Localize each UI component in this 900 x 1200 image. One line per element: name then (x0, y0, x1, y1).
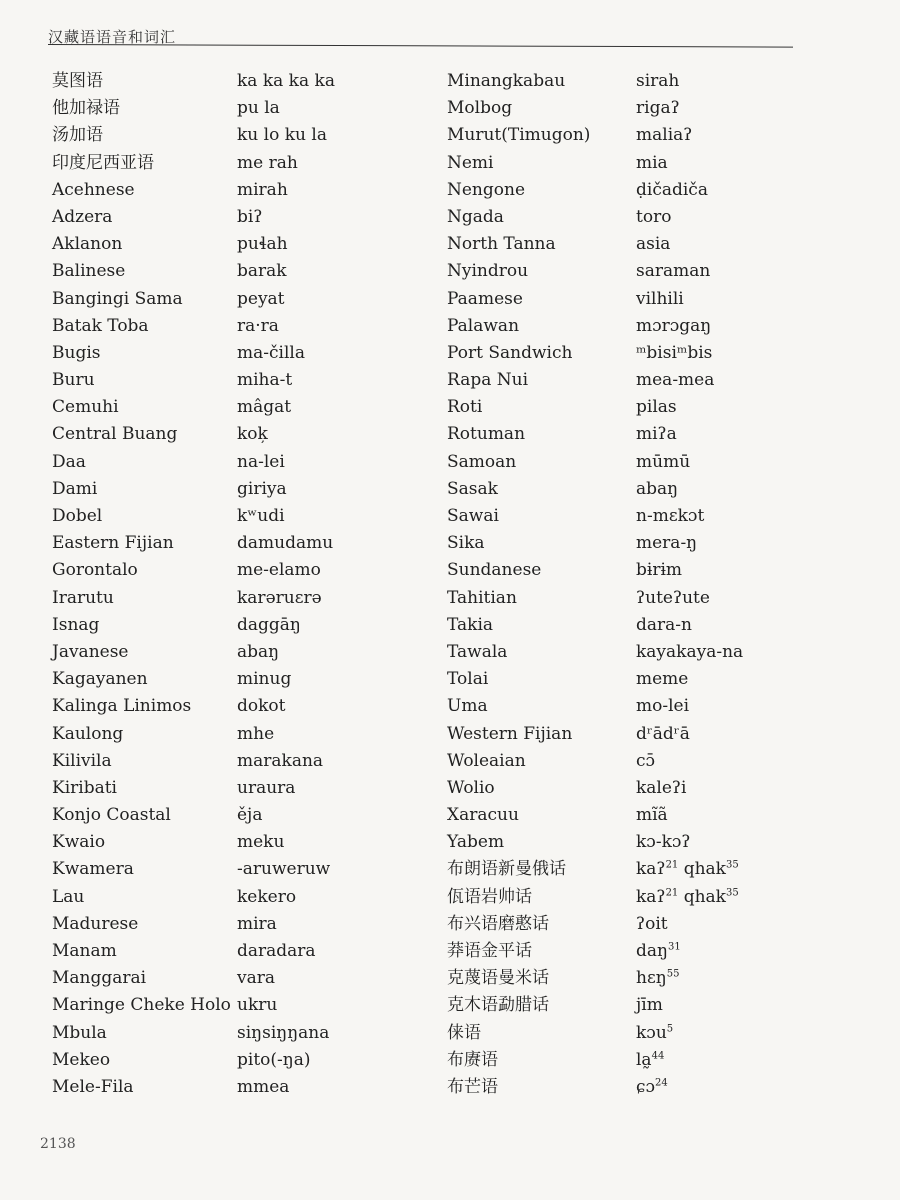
language-name: North Tanna (447, 234, 556, 255)
word-text: mera-ŋ (636, 533, 698, 554)
word-form (636, 1074, 743, 1101)
word-form (636, 1047, 743, 1074)
page-number: 2138 (40, 1136, 76, 1152)
language-name: Kilivila (52, 750, 112, 771)
word-form (237, 856, 335, 883)
language-name: Kagayanen (52, 669, 148, 690)
word-text: ukru (237, 995, 278, 1016)
language-name: Kiribati (52, 777, 117, 798)
word-text: kʷudi (237, 506, 285, 526)
language-name: Sika (447, 533, 485, 554)
left-word-column (237, 68, 335, 1101)
language-name: Eastern Fijian (52, 533, 174, 554)
language-name: 克蔑语曼米话 (447, 968, 549, 989)
language-name: Wolio (447, 777, 495, 798)
word-form (237, 231, 335, 258)
word-text: meku (237, 832, 285, 853)
tone-superscript: 44 (651, 1050, 665, 1062)
language-name: Nengone (447, 179, 526, 200)
word-text: ʔuteʔute (636, 587, 710, 608)
word-form (237, 530, 335, 557)
language-name: 汤加语 (52, 125, 103, 146)
word-form (636, 204, 743, 231)
language-name: Sasak (447, 478, 498, 499)
word-form (237, 421, 335, 448)
language-name: Sundanese (447, 560, 542, 581)
language-name: Javanese (52, 641, 129, 662)
language-name: Mele-Fila (52, 1076, 134, 1097)
word-form (636, 721, 743, 748)
word-text: ěja (237, 805, 263, 826)
language-name: Acehnese (52, 179, 135, 200)
word-text: miʔa (636, 424, 677, 445)
word-text: ʔoit (636, 913, 668, 934)
word-form (636, 612, 743, 639)
word-text: toro (636, 206, 672, 227)
language-name: Kalinga Linimos (52, 696, 192, 717)
word-text: mea-mea (636, 370, 715, 391)
word-text: dara-n (636, 614, 692, 635)
language-name: Bangingi Sama (52, 288, 183, 309)
word-form (237, 721, 335, 748)
language-name: 佤语岩帅话 (447, 886, 532, 907)
word-text: karəruɛrə (237, 587, 322, 608)
word-form (237, 693, 335, 720)
word-text: qhak (678, 859, 726, 880)
language-name: Samoan (447, 451, 517, 472)
word-form (636, 367, 743, 394)
language-name: 印度尼西亚语 (52, 152, 154, 173)
language-name: Paamese (447, 288, 523, 309)
language-name: 布芒语 (447, 1076, 498, 1097)
tone-superscript: 35 (725, 886, 739, 898)
language-name: Palawan (447, 315, 520, 336)
word-form (636, 938, 743, 965)
word-text: uraura (237, 777, 296, 798)
word-form (636, 231, 743, 258)
language-name: Irarutu (52, 587, 114, 608)
word-form (237, 449, 335, 476)
word-text: qhak (678, 886, 726, 907)
language-name: Takia (447, 614, 494, 635)
word-text: giriya (237, 478, 287, 499)
word-text: rigaʔ (636, 98, 680, 119)
language-name: Bugis (52, 342, 101, 363)
language-name: 布朗语新曼俄话 (447, 859, 566, 880)
language-name: 莽语金平话 (447, 941, 532, 961)
word-text: cɔ̄ (636, 750, 656, 771)
language-name: Maringe Cheke Holo (52, 995, 231, 1016)
language-name: Madurese (52, 913, 139, 934)
language-name: Konjo Coastal (52, 805, 171, 826)
tone-superscript: 21 (665, 886, 679, 898)
word-text: siŋsiŋŋana (237, 1022, 330, 1043)
word-text: abaŋ (636, 478, 679, 499)
word-text: mia (636, 152, 668, 173)
language-name: Tahitian (447, 587, 517, 608)
word-form (636, 829, 743, 856)
word-form (636, 992, 743, 1019)
language-name: Xaracuu (447, 805, 519, 826)
word-form (237, 639, 335, 666)
word-form (237, 150, 335, 177)
language-name: Central Buang (52, 424, 178, 445)
word-form (636, 585, 743, 612)
word-text: mirah (237, 179, 288, 200)
word-form (636, 95, 743, 122)
tone-superscript: 35 (725, 859, 739, 871)
word-text: kaleʔi (636, 777, 687, 798)
word-text: kayakaya-na (636, 641, 744, 662)
word-text: jīm (636, 995, 663, 1016)
language-name: Tolai (447, 669, 489, 690)
language-name: Port Sandwich (447, 342, 573, 363)
word-form (636, 530, 743, 557)
word-form (636, 856, 743, 883)
word-form (237, 1074, 335, 1101)
tone-superscript: 21 (665, 859, 679, 871)
language-name: Roti (447, 397, 483, 418)
word-text: puɬah (237, 234, 288, 255)
word-text: mmea (237, 1076, 290, 1097)
word-text: biʔ (237, 206, 263, 227)
word-form (237, 748, 335, 775)
word-text: abaŋ (237, 641, 280, 662)
word-text: pilas (636, 397, 677, 418)
running-header: 汉藏语语音和词汇 (48, 28, 177, 46)
word-form (237, 258, 335, 285)
word-form (237, 340, 335, 367)
word-form (237, 95, 335, 122)
word-text: pito(-ŋa) (237, 1049, 311, 1070)
language-name: Woleaian (447, 750, 526, 771)
word-text: maliaʔ (636, 125, 693, 146)
word-form (237, 394, 335, 421)
word-text: saraman (636, 261, 711, 282)
language-name: Murut(Timugon) (447, 125, 591, 146)
language-name: Aklanon (52, 234, 123, 255)
word-form (636, 884, 743, 911)
word-text: dʳādʳā (636, 723, 690, 744)
word-form (636, 394, 743, 421)
word-form (237, 503, 335, 530)
language-name: Tawala (447, 641, 508, 662)
word-text: minug (237, 669, 292, 690)
word-text: n-mɛkɔt (636, 506, 705, 526)
word-text: daradara (237, 941, 316, 961)
word-text: miha-t (237, 370, 293, 391)
language-name: 他加禄语 (52, 98, 120, 119)
language-name: 俫语 (447, 1022, 481, 1043)
word-text: peyat (237, 288, 285, 309)
word-form (237, 177, 335, 204)
word-form (636, 503, 743, 530)
word-form (636, 340, 743, 367)
word-form (636, 748, 743, 775)
word-text: mūmū (636, 451, 691, 472)
language-name: Rapa Nui (447, 370, 529, 391)
word-form (636, 1020, 743, 1047)
language-name: 莫图语 (52, 71, 103, 91)
language-name: Western Fijian (447, 723, 573, 744)
word-text: meme (636, 669, 689, 690)
word-form (237, 585, 335, 612)
word-form (636, 639, 743, 666)
language-name: Nyindrou (447, 261, 529, 282)
language-name: Daa (52, 451, 86, 472)
word-form (636, 286, 743, 313)
word-text: asia (636, 234, 671, 255)
word-form (237, 367, 335, 394)
language-name: Cemuhi (52, 397, 119, 418)
word-form (636, 421, 743, 448)
word-text: ka ka ka ka (237, 71, 335, 91)
word-text: mhe (237, 723, 275, 744)
language-name: Adzera (52, 206, 113, 227)
word-text: na-lei (237, 451, 285, 472)
word-text: me rah (237, 152, 298, 173)
word-form (636, 911, 743, 938)
word-form (636, 693, 743, 720)
word-text: ḍičadiča (636, 179, 708, 200)
tone-superscript: 31 (667, 941, 681, 953)
word-text: kɔu (636, 1022, 667, 1043)
language-name: 布赓语 (447, 1049, 498, 1070)
word-form (237, 286, 335, 313)
word-form (237, 992, 335, 1019)
word-text: kekero (237, 886, 297, 907)
tone-superscript: 24 (655, 1077, 668, 1089)
word-text: mı̃ã (636, 805, 668, 826)
language-name: Sawai (447, 506, 499, 526)
left-language-column (52, 68, 231, 1101)
word-text: mira (237, 913, 277, 934)
word-form (237, 938, 335, 965)
word-form (636, 449, 743, 476)
word-form (636, 122, 743, 149)
word-text: bɨrɨm (636, 560, 683, 581)
word-text: ᵐbisiᵐbis (636, 342, 713, 363)
word-form (237, 775, 335, 802)
word-text: barak (237, 261, 287, 282)
word-text: ku lo ku la (237, 125, 327, 146)
word-text: sirah (636, 71, 680, 91)
word-text: damudamu (237, 533, 334, 554)
word-form (237, 802, 335, 829)
language-name: Uma (447, 696, 488, 717)
word-form (636, 666, 743, 693)
language-name: 布兴语磨憨话 (447, 913, 549, 934)
word-text: pu la (237, 98, 280, 119)
word-text: ma-čilla (237, 342, 305, 363)
word-form (237, 204, 335, 231)
language-name: Kwaio (52, 832, 106, 853)
word-form (636, 258, 743, 285)
word-form (237, 1047, 335, 1074)
language-name: Rotuman (447, 424, 526, 445)
word-form (237, 313, 335, 340)
word-text: vilhili (636, 288, 684, 309)
word-text: marakana (237, 750, 324, 771)
word-form (237, 612, 335, 639)
word-form (636, 476, 743, 503)
language-name: 克木语勐腊话 (447, 995, 549, 1016)
word-form (636, 150, 743, 177)
language-name: Dobel (52, 506, 103, 526)
language-name: Dami (52, 478, 98, 499)
word-form (237, 965, 335, 992)
word-text: daggāŋ (237, 614, 301, 635)
word-text: ra·ra (237, 315, 279, 336)
language-name: Buru (52, 370, 95, 391)
word-form (237, 476, 335, 503)
word-text: kɔ-kɔʔ (636, 832, 691, 853)
language-name: Minangkabau (447, 71, 566, 91)
language-name: Kaulong (52, 723, 124, 744)
language-name: Manam (52, 941, 117, 961)
word-form (636, 775, 743, 802)
language-name: Ngada (447, 206, 504, 227)
word-text: me-elamo (237, 560, 321, 581)
word-form (636, 313, 743, 340)
word-text: daŋ (636, 941, 668, 961)
word-text: kaʔ (636, 886, 666, 907)
word-text: kaʔ (636, 859, 666, 880)
word-form (237, 1020, 335, 1047)
word-form (237, 884, 335, 911)
language-name: Gorontalo (52, 560, 138, 581)
word-form (636, 965, 743, 992)
word-form (237, 911, 335, 938)
word-form (237, 557, 335, 584)
right-language-column (447, 68, 590, 1101)
language-name: Lau (52, 886, 85, 907)
language-name: Mekeo (52, 1049, 111, 1070)
language-name: Nemi (447, 152, 494, 173)
word-text: mɔrɔgaŋ (636, 315, 712, 336)
language-name: Isnag (52, 614, 100, 635)
word-form (636, 68, 743, 95)
word-text: la̰ (636, 1049, 652, 1070)
word-form (237, 829, 335, 856)
word-text: vara (237, 968, 276, 989)
word-text: ɕɔ (636, 1076, 656, 1097)
word-text: -aruweruw (237, 859, 331, 880)
word-text: mo-lei (636, 696, 690, 717)
word-form (636, 177, 743, 204)
tone-superscript: 5 (666, 1022, 674, 1034)
word-form (237, 68, 335, 95)
language-name: Yabem (447, 832, 505, 853)
word-text: dokot (237, 696, 286, 717)
language-name: Mbula (52, 1022, 107, 1043)
right-word-column (636, 68, 743, 1101)
word-form (237, 122, 335, 149)
language-name: Kwamera (52, 859, 134, 880)
language-name: Balinese (52, 261, 126, 282)
language-name: Manggarai (52, 968, 147, 989)
language-name: Molbog (447, 98, 513, 119)
word-form (237, 666, 335, 693)
word-form (636, 802, 743, 829)
word-form (636, 557, 743, 584)
word-text: hɛŋ (636, 968, 667, 989)
tone-superscript: 55 (666, 968, 680, 980)
word-text: mâgat (237, 397, 292, 418)
word-text: kok̦ (237, 424, 268, 445)
language-name: Batak Toba (52, 315, 149, 336)
